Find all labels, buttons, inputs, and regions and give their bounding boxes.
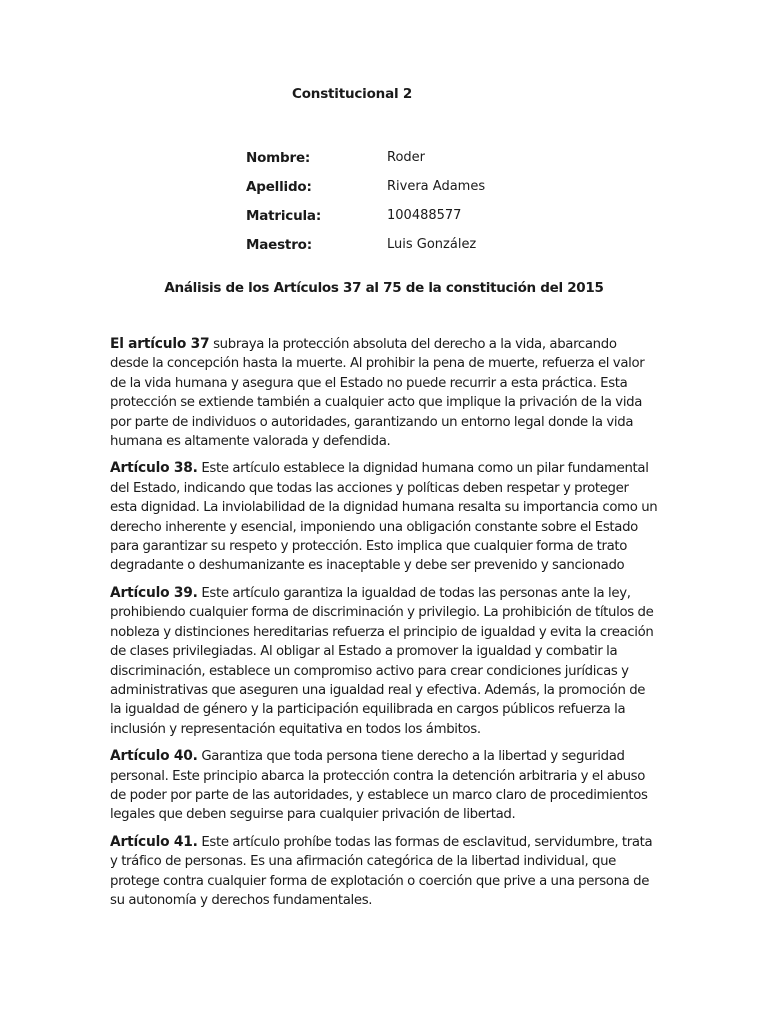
info-label: Matricula:: [246, 207, 322, 224]
paragraph-text: Este artículo garantiza la igualdad de todas las personas ante la ley, prohibiendo cualquier forma de discriminación y privilegio. La prohibición de títulos de nobleza y distinciones hereditarias refuerza el principio de igualdad y evita la creación de clases privilegiadas. Al obligar al Estado a promover la igualdad y combatir la discriminación, establece un compromiso activo para crear condiciones jurídicas y administrativas que aseguren una igualdad real y efectiva. Además, la promoción de la igualdad de género y la participación equilibrada en cargos públicos refuerza la inclusión y representación equitativa en todos los ámbitos.: [110, 585, 654, 737]
info-value: 100488577: [387, 208, 462, 223]
document-body: [110, 335, 658, 918]
info-row-nombre: [246, 143, 566, 172]
paragraph-text: Este artículo prohíbe todas las formas de esclavitud, servidumbre, trata y tráfico de personas. Es una afirmación categórica de la libertad individual, que protege contra cualquier forma de explotación o coerción que prive a una persona de su autonomía y derechos fundamentales.: [110, 834, 653, 908]
paragraph-article-37: [110, 335, 658, 451]
paragraph-heading: Artículo 40.: [110, 748, 198, 765]
info-row-apellido: [246, 172, 566, 201]
paragraph-heading: El artículo 37: [110, 336, 210, 352]
paragraph-heading: Artículo 39.: [110, 584, 198, 601]
info-label: Nombre:: [246, 149, 311, 166]
analysis-title: Análisis de los Artículos 37 al 75 de la constitución del 2015: [164, 280, 604, 296]
paragraph-article-41: [110, 833, 658, 911]
info-value: Roder: [387, 150, 425, 165]
info-label: Maestro:: [246, 236, 312, 253]
paragraph-text: subraya la protección absoluta del derecho a la vida, abarcando desde la concepción hasta la muerte. Al prohibir la pena de muerte, refuerza el valor de la vida humana y asegura que el Estado no puede recurrir a esta práctica. Esta protección se extiende también a cualquier acto que implique la privación de la vida por parte de individuos o autoridades, garantizando un entorno legal donde la vida humana es altamente valorada y defendida.: [110, 337, 645, 450]
paragraph-heading: Artículo 41.: [110, 833, 198, 850]
student-info: [246, 143, 566, 259]
paragraph-heading: Artículo 38.: [110, 460, 198, 477]
paragraph-text: Garantiza que toda persona tiene derecho a la libertad y seguridad personal. Este principio abarca la protección contra la detención arbitraria y el abuso de poder por parte de las autoridades, y establece un marco claro de procedimientos legales que deben seguirse para cualquier privación de libertad.: [110, 749, 648, 823]
info-row-maestro: [246, 230, 566, 259]
info-row-matricula: [246, 201, 566, 230]
info-value: Luis González: [387, 237, 477, 252]
paragraph-text: Este artículo establece la dignidad humana como un pilar fundamental del Estado, indicando que todas las acciones y políticas deben respetar y proteger esta dignidad. La inviolabilidad de la dignidad humana resalta su importancia como un derecho inherente y esencial, imponiendo una obligación constante sobre el Estado para garantizar su respeto y protección. Esto implica que cualquier forma de trato degradante o deshumanizante es inaceptable y debe ser prevenido y sancionado: [110, 461, 658, 574]
info-label: Apellido:: [246, 178, 312, 195]
paragraph-article-40: [110, 747, 658, 825]
paragraph-article-38: [110, 459, 658, 575]
paragraph-article-39: [110, 584, 658, 739]
info-value: Rivera Adames: [387, 179, 486, 194]
document-title: Constitucional 2: [292, 86, 413, 102]
